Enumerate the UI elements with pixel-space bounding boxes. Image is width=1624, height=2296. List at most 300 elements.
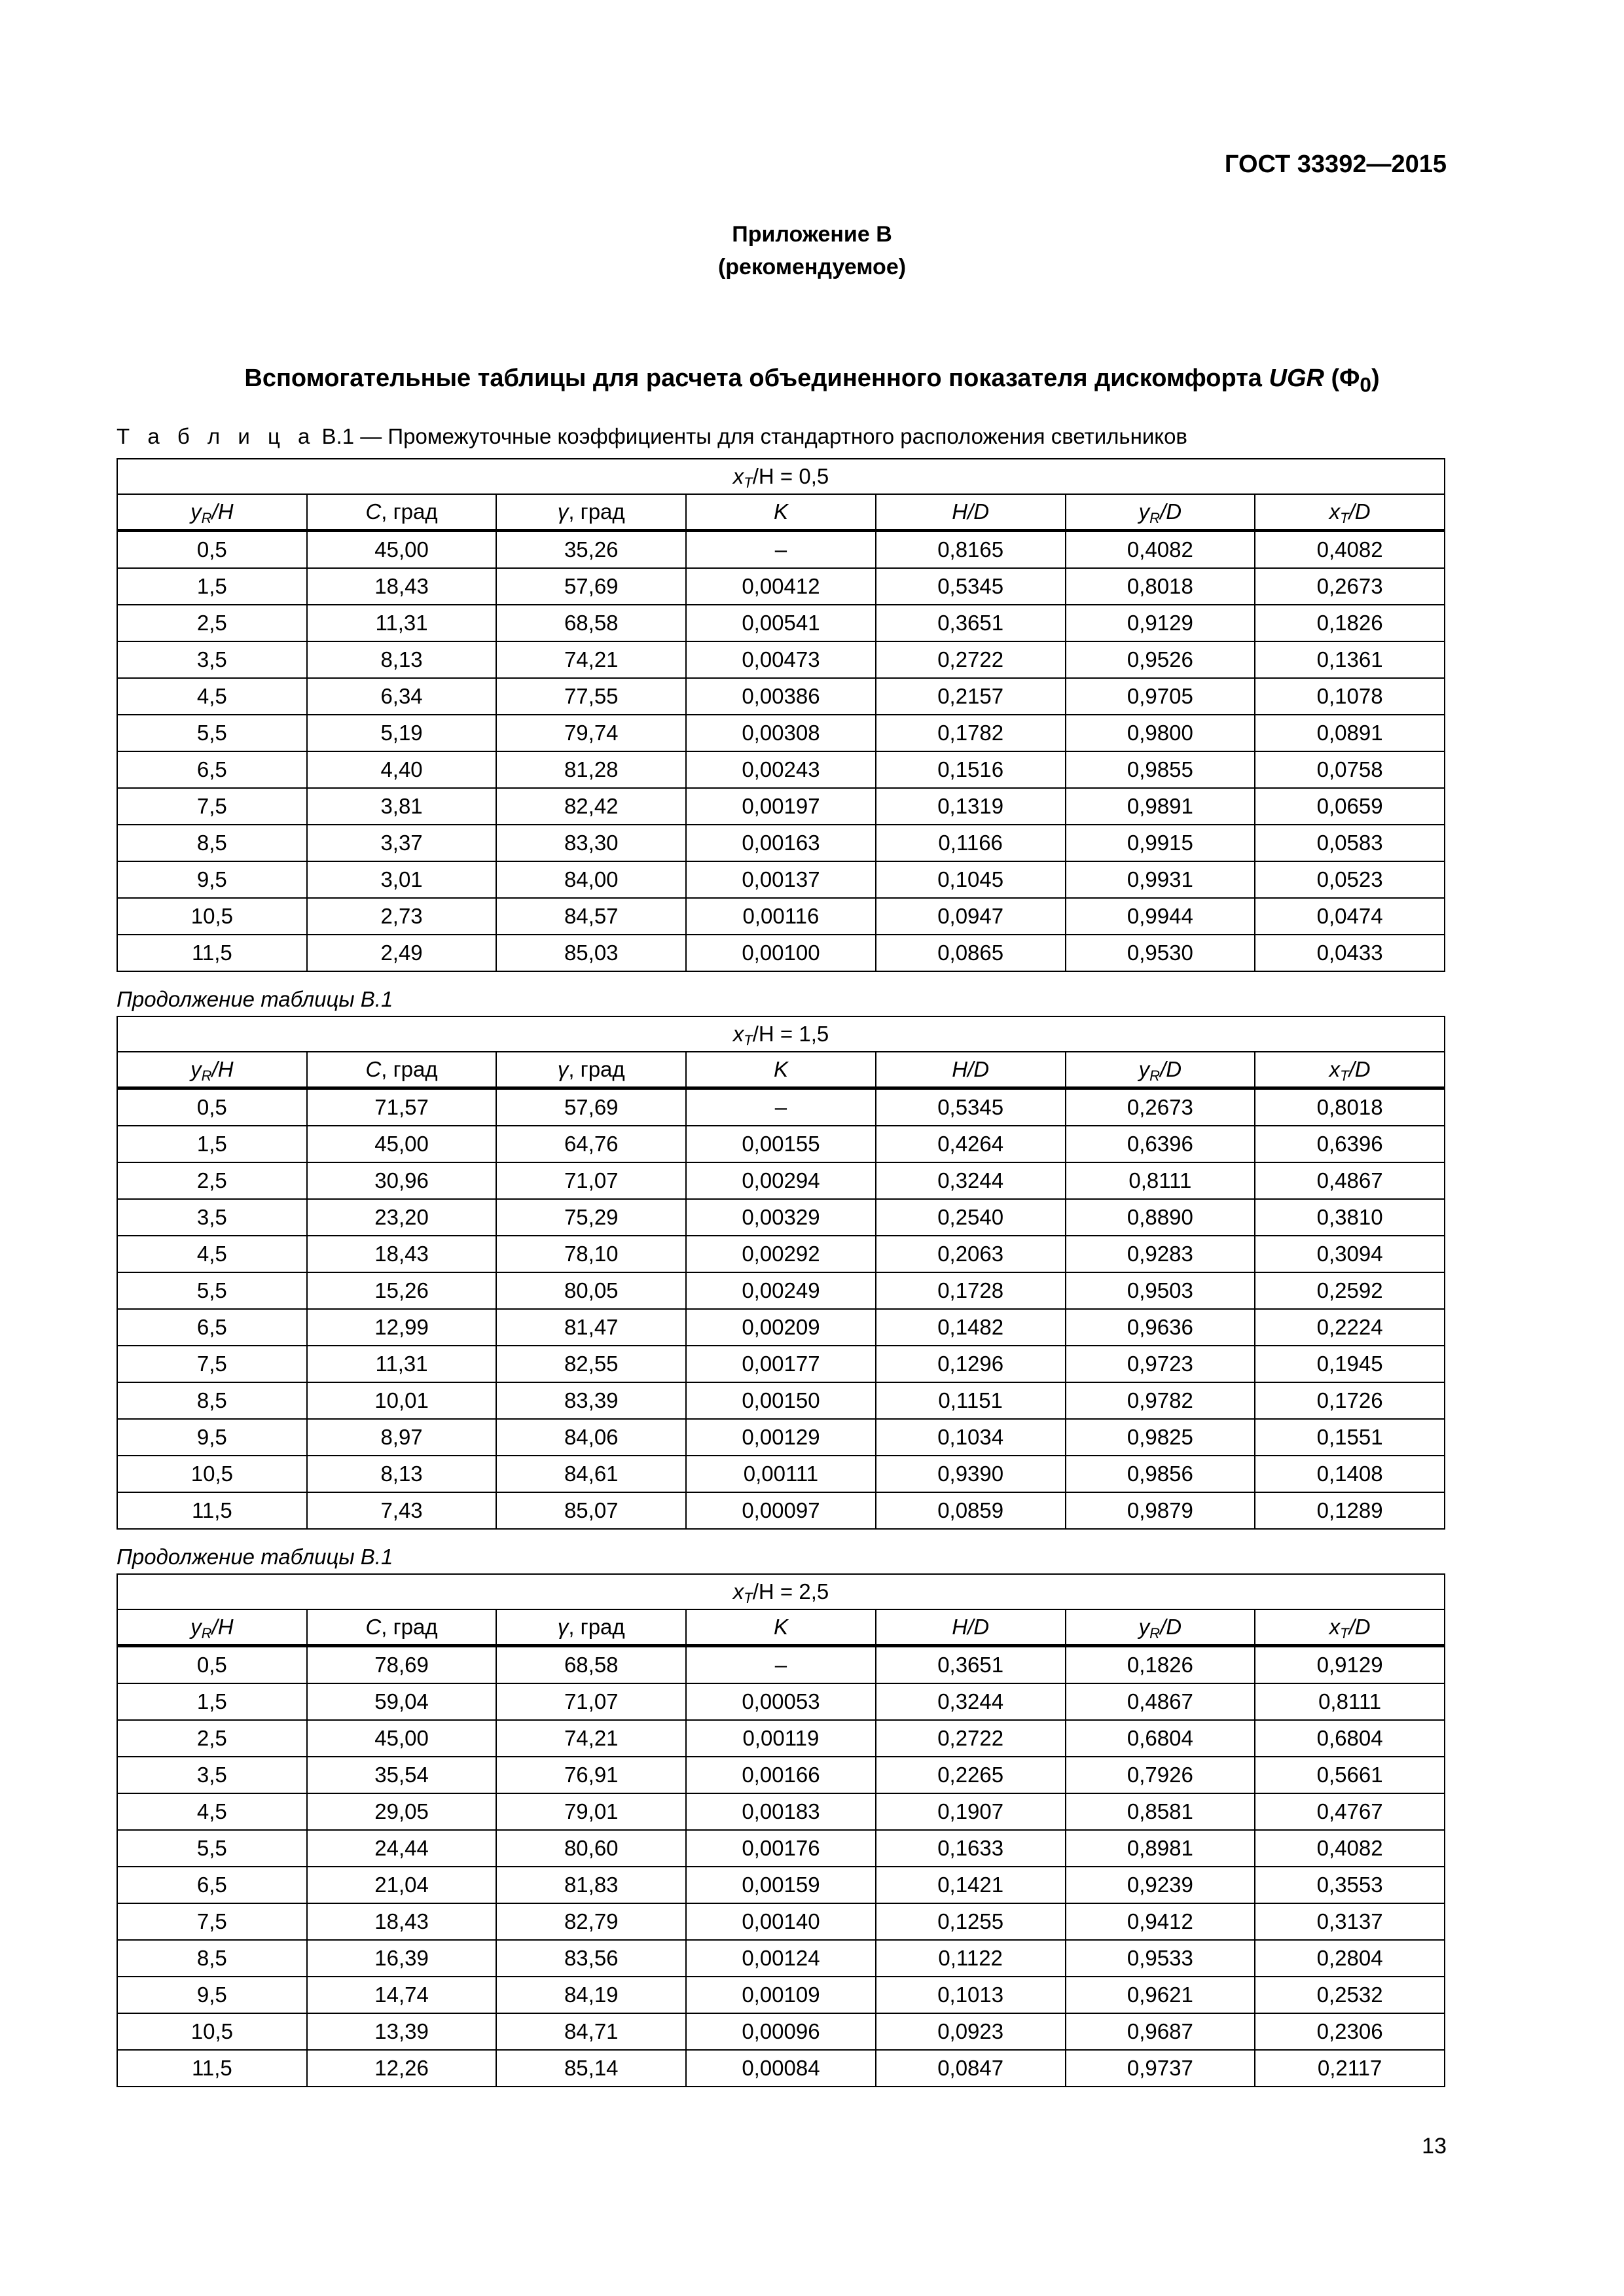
table-cell: 5,5	[117, 715, 307, 751]
table-cell: 0,1945	[1255, 1346, 1445, 1382]
section-title-text: Вспомогательные таблицы для расчета объединенного показателя дискомфорта	[244, 365, 1269, 392]
table-cell: 7,5	[117, 1903, 307, 1940]
column-header-symbol: y	[190, 499, 202, 524]
table-cell: 0,0865	[876, 935, 1066, 971]
column-header-rest: /D	[1160, 1615, 1182, 1639]
table-cell: 84,19	[496, 1977, 686, 2013]
table-cell: 0,0947	[876, 898, 1066, 935]
table-cell: 0,2532	[1255, 1977, 1445, 2013]
table-cell: 3,01	[307, 861, 497, 898]
table-cell: 78,10	[496, 1236, 686, 1272]
table-cell: 0,9891	[1066, 788, 1255, 825]
section-title	[0, 359, 1624, 404]
column-header-symbol: C	[365, 1057, 382, 1081]
table-cell: 0,0433	[1255, 935, 1445, 971]
table-cell: 0,1408	[1255, 1456, 1445, 1492]
group-variable-sub	[744, 475, 752, 491]
table-cell: 82,55	[496, 1346, 686, 1382]
table-cell: 0,9621	[1066, 1977, 1255, 2013]
group-variable: x	[732, 1022, 744, 1046]
table-cell: 2,5	[117, 605, 307, 641]
column-header-rest: /D	[1348, 499, 1371, 524]
table-row	[117, 1199, 1445, 1236]
table-cell: 0,5	[117, 1646, 307, 1684]
group-variable-sub	[744, 1032, 752, 1049]
column-header-symbol: K	[773, 499, 788, 524]
table-cell: 0,00249	[686, 1272, 876, 1309]
column-header-symbol: y	[1138, 499, 1150, 524]
table-cell: 74,21	[496, 641, 686, 678]
table-cell: 10,5	[117, 2013, 307, 2050]
column-header-sub-text: R	[1149, 510, 1161, 526]
table-cell: 0,2306	[1255, 2013, 1445, 2050]
table-cell: 0,9129	[1255, 1646, 1445, 1684]
table-group-header	[117, 1016, 1445, 1052]
group-variable: x	[732, 1579, 744, 1604]
table-cell: 76,91	[496, 1757, 686, 1793]
table-cell: 0,3810	[1255, 1199, 1445, 1236]
table-row	[117, 935, 1445, 971]
coefficients-table	[117, 458, 1445, 972]
table-row	[117, 1126, 1445, 1162]
table-cell: 0,9944	[1066, 898, 1255, 935]
table-row	[117, 1162, 1445, 1199]
table-row	[117, 1977, 1445, 2013]
table-cell: 30,96	[307, 1162, 497, 1199]
table-cell: 71,07	[496, 1162, 686, 1199]
table-row	[117, 2050, 1445, 2087]
column-header-sub-text: R	[201, 1067, 212, 1084]
table-cell: 0,9390	[876, 1456, 1066, 1492]
table-cell: 4,5	[117, 678, 307, 715]
table-group-header	[117, 459, 1445, 494]
table-cell: 0,9737	[1066, 2050, 1255, 2087]
table-cell: 12,99	[307, 1309, 497, 1346]
table-row	[117, 531, 1445, 569]
table-cell: 0,00166	[686, 1757, 876, 1793]
table-cell: 0,8581	[1066, 1793, 1255, 1830]
table-cell: 0,0523	[1255, 861, 1445, 898]
table-cell: 0,3651	[876, 605, 1066, 641]
column-header-rest: , град	[381, 1615, 438, 1639]
column-header-rest: /D	[1160, 1057, 1182, 1081]
table-cell: 0,9503	[1066, 1272, 1255, 1309]
table-cell: 0,00150	[686, 1382, 876, 1419]
table-cell: 0,9129	[1066, 605, 1255, 641]
table-cell: 0,9855	[1066, 751, 1255, 788]
table-cell: 77,55	[496, 678, 686, 715]
table-cell: 0,8981	[1066, 1830, 1255, 1867]
table-cell: 0,00329	[686, 1199, 876, 1236]
table-cell: 0,0474	[1255, 898, 1445, 935]
table-cell: 0,9526	[1066, 641, 1255, 678]
table-cell: 0,9283	[1066, 1236, 1255, 1272]
table-row	[117, 641, 1445, 678]
table-cell: 5,5	[117, 1272, 307, 1309]
table-row	[117, 1867, 1445, 1903]
table-cell: 0,4867	[1066, 1683, 1255, 1720]
table-row	[117, 788, 1445, 825]
table-cell: 7,43	[307, 1492, 497, 1529]
column-header-sub	[1340, 1067, 1348, 1084]
table-cell: 11,5	[117, 935, 307, 971]
table-cell: 0,2673	[1066, 1088, 1255, 1126]
table-cell: 0,5661	[1255, 1757, 1445, 1793]
table-cell: 1,5	[117, 568, 307, 605]
column-header-sub	[202, 1625, 212, 1641]
table-cell: 0,4082	[1255, 531, 1445, 569]
table-cell: 29,05	[307, 1793, 497, 1830]
table-cell: 0,00294	[686, 1162, 876, 1199]
column-header-rest: , град	[568, 1615, 625, 1639]
table-caption-word: Т а б л и ц а	[117, 424, 316, 448]
table-cell: 0,9915	[1066, 825, 1255, 861]
column-header-sub-text: R	[1149, 1067, 1161, 1084]
table-cell: 2,49	[307, 935, 497, 971]
column-header-rest: /H	[211, 1057, 234, 1081]
table-cell: 0,00197	[686, 788, 876, 825]
column-header-rest: /H	[211, 1615, 234, 1639]
table-cell: 80,05	[496, 1272, 686, 1309]
table-cell: 35,26	[496, 531, 686, 569]
table-cell: 4,5	[117, 1236, 307, 1272]
table-cell: 0,6804	[1255, 1720, 1445, 1757]
column-header	[876, 494, 1066, 531]
table-caption-text: В.1 — Промежуточные коэффициенты для стандартного расположения светильников	[316, 424, 1187, 448]
column-header-symbol: H/D	[952, 1615, 990, 1639]
column-header-symbol: x	[1329, 499, 1341, 524]
column-header-symbol: x	[1329, 1615, 1341, 1639]
table-row	[117, 1830, 1445, 1867]
table-cell: 3,37	[307, 825, 497, 861]
table-cell: 3,5	[117, 1757, 307, 1793]
table-cell: 8,5	[117, 1382, 307, 1419]
table-cell: 8,97	[307, 1419, 497, 1456]
table-cell: 0,3244	[876, 1162, 1066, 1199]
column-header-sub-text: T	[1340, 1625, 1349, 1641]
table-cell: 8,13	[307, 1456, 497, 1492]
table-cell: 0,1045	[876, 861, 1066, 898]
table-cell: 64,76	[496, 1126, 686, 1162]
table-cell: 0,00209	[686, 1309, 876, 1346]
table-cell: 0,1907	[876, 1793, 1066, 1830]
table-cell: 0,9412	[1066, 1903, 1255, 1940]
table-cell: 0,00177	[686, 1346, 876, 1382]
table-cell: 0,9800	[1066, 715, 1255, 751]
column-header-symbol: C	[365, 1615, 382, 1639]
table-cell: 0,00119	[686, 1720, 876, 1757]
table-cell: 0,1013	[876, 1977, 1066, 2013]
table-cell: 0,1826	[1066, 1646, 1255, 1684]
table-cell: 18,43	[307, 568, 497, 605]
column-header	[307, 1052, 497, 1088]
table-row	[117, 1272, 1445, 1309]
table-cell: 11,31	[307, 1346, 497, 1382]
table-cell: 57,69	[496, 568, 686, 605]
table-cell: 0,0847	[876, 2050, 1066, 2087]
section-title-sub: 0	[1360, 372, 1371, 397]
table-cell: 78,69	[307, 1646, 497, 1684]
table-cell: 0,1826	[1255, 605, 1445, 641]
table-cell: 59,04	[307, 1683, 497, 1720]
table-cell: 10,5	[117, 898, 307, 935]
section-title-phi: (Φ	[1324, 365, 1360, 392]
table-cell: 0,5345	[876, 1088, 1066, 1126]
table-row	[117, 568, 1445, 605]
table-cell: 0,1078	[1255, 678, 1445, 715]
continuation-label: Продолжение таблицы В.1	[117, 1545, 393, 1569]
table-cell: 4,5	[117, 1793, 307, 1830]
table-cell: 1,5	[117, 1126, 307, 1162]
column-header	[1066, 1609, 1255, 1646]
table-cell: 0,8018	[1066, 568, 1255, 605]
table-cell: 79,74	[496, 715, 686, 751]
table-row	[117, 715, 1445, 751]
table-cell: 12,26	[307, 2050, 497, 2087]
table-cell: 0,9723	[1066, 1346, 1255, 1382]
column-header-rest: , град	[381, 499, 438, 524]
table-cell: 0,2722	[876, 1720, 1066, 1757]
document-code: ГОСТ 33392—2015	[1224, 151, 1447, 178]
table-cell: 5,5	[117, 1830, 307, 1867]
table-cell: 3,5	[117, 1199, 307, 1236]
column-header	[496, 1052, 686, 1088]
table-cell: 0,00124	[686, 1940, 876, 1977]
table-cell: 0,00053	[686, 1683, 876, 1720]
table-cell: 0,0583	[1255, 825, 1445, 861]
table-cell: –	[686, 1646, 876, 1684]
table-cell: 13,39	[307, 2013, 497, 2050]
table-cell: 10,5	[117, 1456, 307, 1492]
table-cell: 15,26	[307, 1272, 497, 1309]
table-cell: 68,58	[496, 605, 686, 641]
table-cell: 0,8165	[876, 531, 1066, 569]
column-header	[117, 1052, 307, 1088]
column-header-sub	[1149, 1067, 1160, 1084]
table-cell: 0,1633	[876, 1830, 1066, 1867]
table-cell: 75,29	[496, 1199, 686, 1236]
table-cell: 6,5	[117, 1309, 307, 1346]
table-cell: 0,1151	[876, 1382, 1066, 1419]
table-cell: 8,5	[117, 825, 307, 861]
table-cell: 0,2157	[876, 678, 1066, 715]
group-value: /H = 2,5	[752, 1579, 829, 1604]
table-cell: 0,00386	[686, 678, 876, 715]
table-cell: 8,5	[117, 1940, 307, 1977]
table-cell: 82,42	[496, 788, 686, 825]
column-header	[686, 1609, 876, 1646]
table-cell: 9,5	[117, 861, 307, 898]
table-cell: 0,1726	[1255, 1382, 1445, 1419]
column-header-sub-text: R	[201, 1625, 212, 1641]
table-cell: 85,03	[496, 935, 686, 971]
group-variable-sub-text: T	[744, 1590, 753, 1606]
column-header	[1255, 1609, 1445, 1646]
table-cell: 0,6804	[1066, 1720, 1255, 1757]
table-row	[117, 1720, 1445, 1757]
table-cell: 0,1516	[876, 751, 1066, 788]
column-header	[117, 1609, 307, 1646]
column-header-sub	[1149, 1625, 1160, 1641]
table-cell: 0,00473	[686, 641, 876, 678]
table-cell: 0,4082	[1255, 1830, 1445, 1867]
column-header-symbol: γ	[557, 499, 569, 524]
group-variable: x	[732, 464, 744, 488]
coefficients-table	[117, 1016, 1445, 1530]
table-cell: 0,2673	[1255, 568, 1445, 605]
column-header-sub	[202, 510, 212, 526]
table-cell: 81,28	[496, 751, 686, 788]
table-cell: 4,40	[307, 751, 497, 788]
table-cell: 0,00176	[686, 1830, 876, 1867]
table-cell: 0,1122	[876, 1940, 1066, 1977]
table-cell: 84,00	[496, 861, 686, 898]
table-cell: 83,56	[496, 1940, 686, 1977]
table-cell: 81,47	[496, 1309, 686, 1346]
table-cell: 0,2540	[876, 1199, 1066, 1236]
section-title-close: )	[1371, 365, 1380, 392]
table-cell: 85,14	[496, 2050, 686, 2087]
column-header-rest: /D	[1348, 1615, 1371, 1639]
column-header-sub-text: T	[1340, 510, 1349, 526]
table-row	[117, 1346, 1445, 1382]
table-cell: 0,2265	[876, 1757, 1066, 1793]
table-cell: 9,5	[117, 1419, 307, 1456]
column-header-rest: , град	[381, 1057, 438, 1081]
column-header	[307, 1609, 497, 1646]
annex-title: Приложение В	[732, 222, 892, 247]
table-cell: 2,73	[307, 898, 497, 935]
column-header-sub-text: R	[201, 510, 212, 526]
table-cell: 81,83	[496, 1867, 686, 1903]
table-row	[117, 1940, 1445, 1977]
column-header-symbol: γ	[557, 1057, 569, 1081]
annex-heading	[0, 218, 1624, 283]
column-header-sub-text: R	[1149, 1625, 1161, 1641]
table-cell: 6,5	[117, 1867, 307, 1903]
table-cell: 0,1421	[876, 1867, 1066, 1903]
table-cell: 8,13	[307, 641, 497, 678]
table-cell: 0,4867	[1255, 1162, 1445, 1199]
table-cell: 0,9636	[1066, 1309, 1255, 1346]
column-header-symbol: H/D	[952, 499, 990, 524]
table-row	[117, 1309, 1445, 1346]
group-variable-sub-text: T	[744, 475, 753, 491]
table-cell: 0,00155	[686, 1126, 876, 1162]
table-cell: 0,4767	[1255, 1793, 1445, 1830]
table-row	[117, 1793, 1445, 1830]
table-cell: 0,00140	[686, 1903, 876, 1940]
table-row	[117, 1382, 1445, 1419]
table-cell: 0,00097	[686, 1492, 876, 1529]
table-cell: 0,5	[117, 1088, 307, 1126]
table-cell: 0,8890	[1066, 1199, 1255, 1236]
column-header	[876, 1052, 1066, 1088]
table-cell: 3,5	[117, 641, 307, 678]
table-cell: 0,5345	[876, 568, 1066, 605]
table-cell: 6,5	[117, 751, 307, 788]
table-cell: 0,9239	[1066, 1867, 1255, 1903]
column-header	[307, 494, 497, 531]
table-cell: 10,01	[307, 1382, 497, 1419]
table-cell: 0,7926	[1066, 1757, 1255, 1793]
group-value: /H = 1,5	[752, 1022, 829, 1046]
table-cell: 0,2224	[1255, 1309, 1445, 1346]
table-cell: 0,1034	[876, 1419, 1066, 1456]
table-row	[117, 751, 1445, 788]
table-cell: 0,3137	[1255, 1903, 1445, 1940]
column-header-rest: , град	[568, 499, 625, 524]
table-cell: 23,20	[307, 1199, 497, 1236]
table-cell: 57,69	[496, 1088, 686, 1126]
column-header	[1066, 494, 1255, 531]
table-cell: –	[686, 531, 876, 569]
table-cell: 0,3244	[876, 1683, 1066, 1720]
table-group-header	[117, 1574, 1445, 1609]
table-cell: 0,1361	[1255, 641, 1445, 678]
table-cell: 3,81	[307, 788, 497, 825]
column-header	[1255, 1052, 1445, 1088]
table-cell: 79,01	[496, 1793, 686, 1830]
column-header-sub-text: T	[1340, 1067, 1349, 1084]
table-cell: 7,5	[117, 1346, 307, 1382]
table-cell: 0,3651	[876, 1646, 1066, 1684]
table-cell: 9,5	[117, 1977, 307, 2013]
column-header	[1255, 494, 1445, 531]
table-cell: 0,6396	[1066, 1126, 1255, 1162]
table-row	[117, 825, 1445, 861]
table-cell: 0,1166	[876, 825, 1066, 861]
table-cell: 0,9879	[1066, 1492, 1255, 1529]
table-cell: 18,43	[307, 1903, 497, 1940]
column-header-rest: /D	[1348, 1057, 1371, 1081]
table-cell: 0,1296	[876, 1346, 1066, 1382]
table-cell: 74,21	[496, 1720, 686, 1757]
table-cell: 16,39	[307, 1940, 497, 1977]
table-cell: 45,00	[307, 531, 497, 569]
table-row	[117, 2013, 1445, 2050]
table-cell: 0,0923	[876, 2013, 1066, 2050]
column-header-sub	[1340, 1625, 1348, 1641]
table-cell: 0,2063	[876, 1236, 1066, 1272]
table-cell: 0,0758	[1255, 751, 1445, 788]
table-row	[117, 1419, 1445, 1456]
table-row	[117, 605, 1445, 641]
column-header-sub	[202, 1067, 212, 1084]
table-cell: 0,00292	[686, 1236, 876, 1272]
column-header-rest: /D	[1160, 499, 1182, 524]
table-cell: 0,1255	[876, 1903, 1066, 1940]
table-cell: 0,9530	[1066, 935, 1255, 971]
table-cell: 0,00096	[686, 2013, 876, 2050]
column-header	[496, 1609, 686, 1646]
table-cell: 0,9931	[1066, 861, 1255, 898]
table-cell: 83,30	[496, 825, 686, 861]
table-cell: 83,39	[496, 1382, 686, 1419]
table-cell: 0,00412	[686, 568, 876, 605]
table-cell: –	[686, 1088, 876, 1126]
table-row	[117, 861, 1445, 898]
table-cell: 0,1728	[876, 1272, 1066, 1309]
table-cell: 0,00116	[686, 898, 876, 935]
table-cell: 80,60	[496, 1830, 686, 1867]
table-cell: 18,43	[307, 1236, 497, 1272]
table-cell: 0,00084	[686, 2050, 876, 2087]
table-cell: 11,5	[117, 2050, 307, 2087]
table-cell: 0,8018	[1255, 1088, 1445, 1126]
table-cell: 0,6396	[1255, 1126, 1445, 1162]
group-value: /H = 0,5	[752, 464, 829, 488]
